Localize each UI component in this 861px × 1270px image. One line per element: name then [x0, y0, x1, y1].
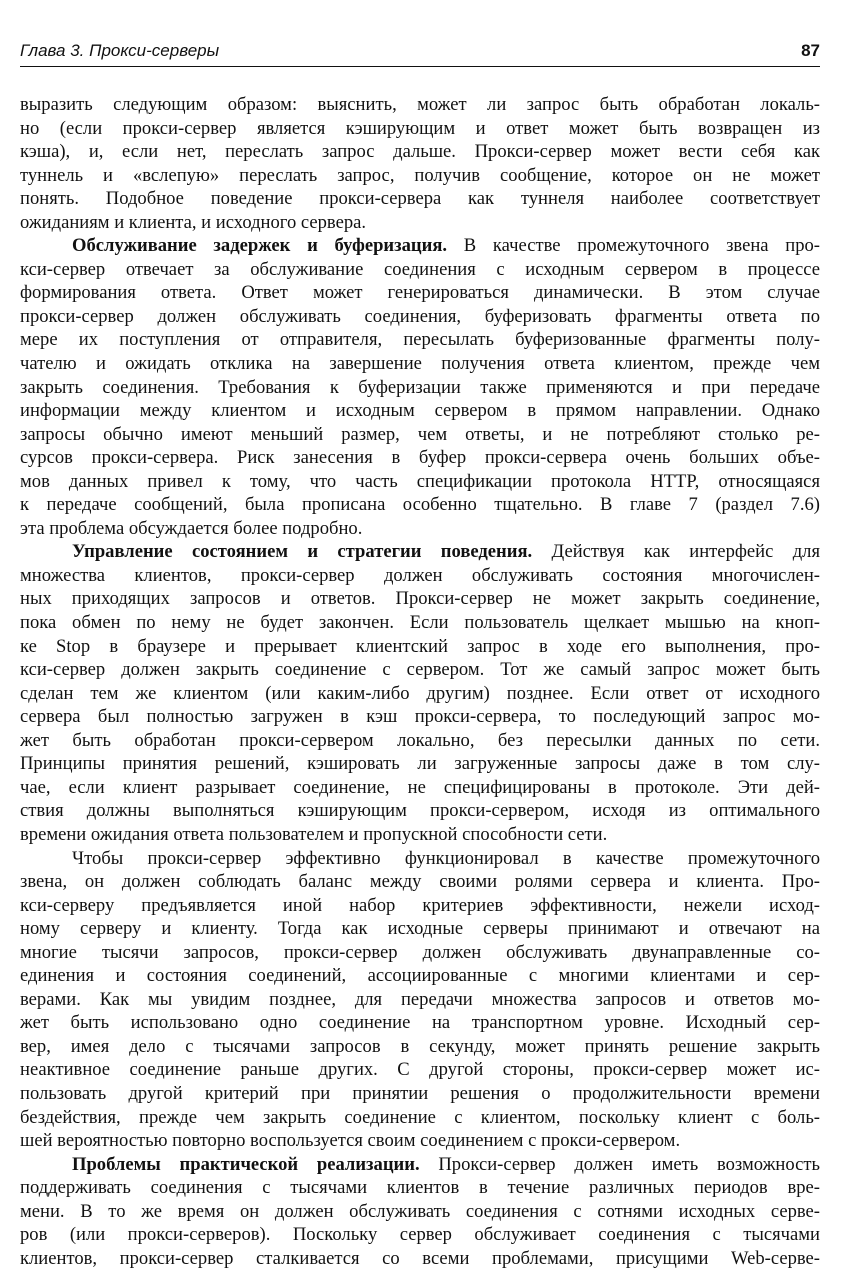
text-line: формирования ответа. Ответ может генерироваться динамически. В этом случае: [20, 282, 820, 304]
text-line: кси-сервер должен закрыть соединение с сервером. Тот же самый запрос может быть: [20, 659, 820, 681]
text-line: мере их поступления от отправителя, пересылать буферизованные фрагменты полу-: [20, 329, 820, 351]
text-line: информации между клиентом и исходным сервером в прямом направлении. Однако: [20, 400, 820, 422]
paragraph: [20, 540, 820, 846]
text-line: запросы обычно имеют меньший размер, чем ответы, и не потребляют столько ре-: [20, 423, 820, 445]
text-line: верами. Как мы увидим позднее, для передачи множества запросов и ответов мо-: [20, 988, 820, 1010]
text-line: выразить следующим образом: выяснить, может ли запрос быть обработан локаль-: [20, 94, 820, 115]
text-line: неактивное соединение раньше других. С другой стороны, прокси-сервер может ис-: [20, 1059, 820, 1081]
text-line: ров (или прокси-серверов). Поскольку сервер обслуживает соединения с тысячами: [20, 1224, 820, 1246]
text-line: жет быть обработан прокси-сервером локально, без пересылки данных по сети.: [20, 729, 820, 751]
text-line: но (если прокси-сервер является кэширующим и ответ может быть возвращен из: [20, 117, 820, 139]
page-number: 87: [801, 41, 820, 60]
text-line: кси-серверу предъявляется иной набор критериев эффективности, нежели исход-: [20, 894, 820, 916]
paragraph-heading: Проблемы практической реализации.: [72, 1153, 420, 1175]
text-line: жет быть использовано одно соединение на транспортном уровне. Исходный сер-: [20, 1012, 820, 1034]
text-line: пока обмен по нему не будет закончен. Если пользователь щелкает мышью на кноп-: [20, 612, 820, 634]
text-line: клиентов, прокси-сервер сталкивается со всеми проблемами, присущими Web-серве-: [20, 1247, 820, 1269]
text-line: шей вероятностью повторно воспользуется своим соединением с прокси-сервером.: [20, 1130, 681, 1152]
text-line: времени ожидания ответа пользователем и пропускной способности сети.: [20, 823, 608, 845]
text-line: ке Stop в браузере и прерывает клиентский запрос в ходе его выполнения, про-: [20, 635, 820, 657]
paragraph-text: Действуя как интерфейс для: [532, 541, 820, 563]
text-line: ному серверу и клиенту. Тогда как исходные серверы принимают и отвечают на: [20, 918, 820, 940]
text-line: кси-сервер отвечает за обслуживание соединения с исходным сервером в процессе: [20, 258, 820, 280]
text-line: [20, 1153, 820, 1177]
paragraph-heading: Обслуживание задержек и буферизация.: [72, 235, 448, 257]
text-line: поддерживать соединения с тысячами клиентов в течение различных периодов вре-: [20, 1177, 820, 1199]
text-line: закрыть соединения. Требования к буферизации также применяются и при передаче: [20, 376, 820, 398]
running-header: [20, 40, 820, 67]
text-line: эта проблема обсуждается более подробно.: [20, 517, 363, 539]
paragraph-text: В качестве промежуточного звена про-: [447, 235, 820, 257]
text-line: бездействия, прежде чем закрыть соединение с клиентом, поскольку клиент с боль-: [20, 1106, 820, 1128]
text-line: сервера был полностью загружен в кэш прокси-сервера, то последующий запрос мо-: [20, 706, 820, 728]
text-line: сделан тем же клиентом (или каким-либо другим) позднее. Если ответ от исходного: [20, 682, 820, 704]
paragraph-heading: Управление состоянием и стратегии поведения.: [72, 541, 533, 563]
paragraph-text: Прокси-сервер должен иметь возможность: [419, 1153, 820, 1175]
body-text: [20, 93, 820, 1270]
text-line: [20, 540, 820, 564]
paragraph: [20, 1153, 820, 1270]
chapter-title: Глава 3. Прокси-серверы: [20, 41, 220, 60]
text-line: сурсов прокси-сервера. Риск занесения в буфер прокси-сервера очень больших объе-: [20, 447, 820, 469]
paragraph: [20, 234, 820, 540]
text-line: чателю и ожидать отклика на завершение получения ответа клиентом, прежде чем: [20, 353, 820, 375]
text-line: многие тысячи запросов, прокси-сервер должен обслуживать двунаправленные со-: [20, 941, 820, 963]
text-line: кэша), и, если нет, переслать запрос дальше. Прокси-сервер может вести себя как: [20, 141, 820, 163]
text-line: Принципы принятия решений, кэшировать ли загруженные запросы даже в том слу-: [20, 753, 820, 775]
text-line: мени. В то же время он должен обслуживать соединения с сотнями исходных серве-: [20, 1200, 820, 1222]
text-line: к передаче сообщений, была прописана особенно тщательно. В главе 7 (раздел 7.6): [20, 494, 820, 516]
text-line: ных приходящих запросов и ответов. Прокси-сервер не может закрыть соединение,: [20, 588, 820, 610]
text-line: вер, имея дело с тысячами запросов в секунду, может принять решение закрыть: [20, 1035, 820, 1057]
text-line: мов данных привел к тому, что часть спецификации протокола HTTP, относящаяся: [20, 470, 820, 492]
text-line: Чтобы прокси-сервер эффективно функционировал в качестве промежуточного: [72, 847, 820, 869]
text-line: множества клиентов, прокси-сервер должен обслуживать состояния многочислен-: [20, 564, 820, 586]
text-line: пользовать другой критерий при принятии решения о продолжительности времени: [20, 1082, 820, 1104]
text-line: [20, 234, 820, 258]
text-line: ствия должны выполняться кэширующим прокси-сервером, исходя из оптимального: [20, 800, 820, 822]
text-line: единения и состояния соединений, ассоциированные с многими клиентами и сер-: [20, 965, 820, 987]
text-line: прокси-сервер должен обслуживать соединения, буферизовать фрагменты ответа по: [20, 305, 820, 327]
text-line: ожиданиям и клиента, и исходного сервера.: [20, 211, 367, 233]
paragraph: [20, 847, 820, 1153]
text-line: понять. Подобное поведение прокси-сервера как туннеля наиболее соответствует: [20, 188, 820, 210]
text-line: чае, если клиент разрывает соединение, не специфицированы в протоколе. Эти дей-: [20, 776, 820, 798]
text-line: звена, он должен соблюдать баланс между своими ролями сервера и клиента. Про-: [20, 871, 820, 893]
paragraph: [20, 93, 820, 234]
text-line: туннель и «вслепую» переслать запрос, получив сообщение, которое он не может: [20, 164, 820, 186]
